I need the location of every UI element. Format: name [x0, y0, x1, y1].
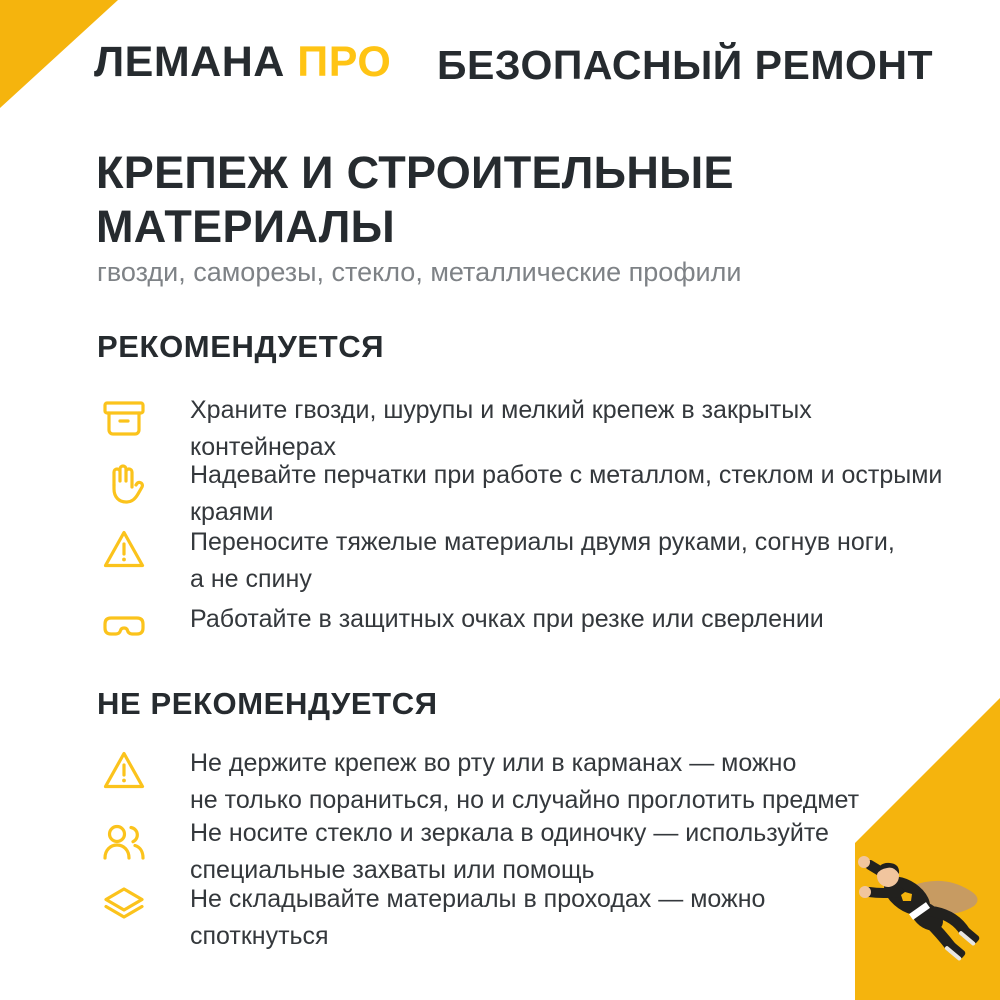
safety-goggles-icon	[100, 603, 148, 651]
not-recommended-heading: НЕ РЕКОМЕНДУЕТСЯ	[97, 686, 438, 721]
recommended-item-2	[100, 457, 942, 531]
brand-logo-accent: ПРО	[297, 38, 392, 86]
page-title-line-2: МАТЕРИАЛЫ	[96, 201, 395, 252]
two-people-icon	[100, 817, 148, 865]
item-text: Переносите тяжелые материалы двумя руками, согнув ноги, а не спину	[190, 528, 895, 593]
page-subtitle: гвозди, саморезы, стекло, металлические профили	[97, 257, 742, 287]
program-title: БЕЗОПАСНЫЙ РЕМОНТ	[437, 42, 934, 88]
item-text: Надевайте перчатки при работе с металлом, стеклом и острыми краями	[190, 461, 943, 526]
glove-hand-icon	[100, 459, 148, 507]
brand-logo-primary: ЛЕМАНА	[94, 38, 285, 86]
storage-box-icon	[100, 394, 148, 442]
recommended-item-3	[100, 524, 895, 598]
warning-triangle-icon	[100, 526, 148, 574]
item-text: Храните гвозди, шурупы и мелкий крепеж в закрытых контейнерах	[190, 396, 812, 461]
not-recommended-item-3	[100, 881, 765, 955]
layers-icon	[100, 883, 148, 931]
item-text: Работайте в защитных очках при резке или сверлении	[190, 605, 824, 633]
mascot-flying-hero	[845, 850, 987, 968]
not-recommended-item-2	[100, 815, 829, 889]
recommended-item-1	[100, 392, 812, 466]
item-text: Не носите стекло и зеркала в одиночку — используйте специальные захваты или помощь	[190, 819, 829, 884]
warning-triangle-icon	[100, 747, 148, 795]
recommended-heading: РЕКОМЕНДУЕТСЯ	[97, 329, 385, 364]
brand-logo	[94, 38, 391, 87]
page-title-line-1: КРЕПЕЖ И СТРОИТЕЛЬНЫЕ	[96, 147, 734, 198]
page-title	[96, 146, 734, 254]
recommended-item-4	[100, 601, 824, 651]
not-recommended-item-1	[100, 745, 859, 819]
item-text: Не держите крепеж во рту или в карманах — можно не только пораниться, но и случайно проглотить предмет	[190, 749, 860, 814]
item-text: Не складывайте материалы в проходах — можно споткнуться	[190, 885, 766, 950]
